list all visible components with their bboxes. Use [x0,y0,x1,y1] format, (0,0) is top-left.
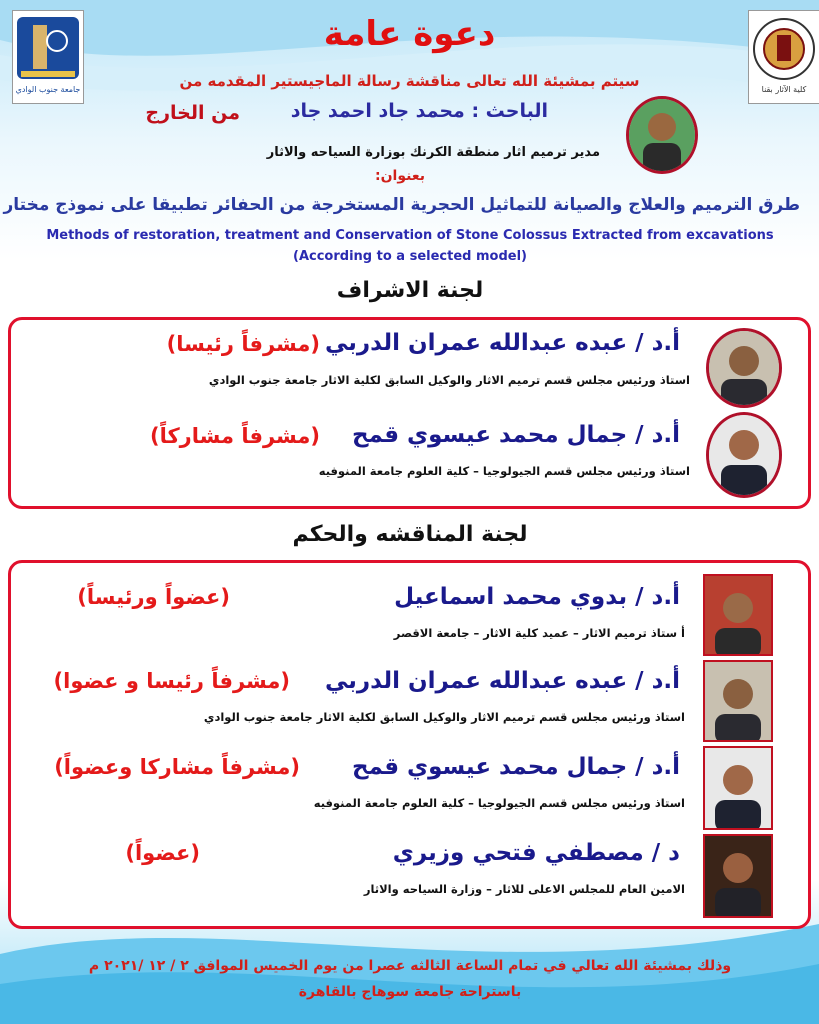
footer-venue-line: باستراحة جامعة سوهاج بالقاهرة [298,984,522,1000]
committee-1-role: (عضواً ورئيساً) [77,585,230,609]
committee-4-description: الامين العام للمجلس الاعلى للاثار – وزارة السياحه والاثار [363,882,685,896]
committee-2-description: استاذ ورئيس مجلس قسم ترميم الاثار والوكيل السابق لكلية الاثار جامعة جنوب الوادي [203,710,685,724]
intro-text: سيتم بمشيئة الله تعالى مناقشة رسالة الماجيستير المقدمه من [179,72,640,90]
committee-1-name: أ.د / بدوي محمد اسماعيل [394,584,680,610]
supervisor-1-photo [706,328,782,408]
committee-3-role: (مشرفاً مشاركا وعضواً) [54,755,300,779]
committee-4-photo [703,834,773,918]
university-logo-arabic: جامعة جنوب الوادي [15,85,81,94]
faculty-logo-arabic: كلية الآثار بقنا [761,85,807,94]
supervisor-2-description: استاذ ورئيس مجلس قسم الجيولوجيا – كلية العلوم جامعة المنوفيه [318,464,690,478]
committee-2-name: أ.د / عبده عبدالله عمران الدربي [325,668,680,694]
researcher-photo [626,96,698,174]
page-title: دعوة عامة [323,14,496,54]
committee-2-photo [703,660,773,742]
supervisor-1-role: (مشرفاً رئيسا) [166,332,320,356]
committee-panel [8,560,811,929]
supervisor-1-description: استاذ ورئيس مجلس قسم ترميم الاثار والوكيل السابق لكلية الاثار جامعة جنوب الوادي [208,373,690,387]
committee-3-photo [703,746,773,830]
committee-4-role: (عضواً) [125,841,200,865]
supervisor-2-photo [706,412,782,498]
thesis-title-arabic: طرق الترميم والعلاج والصيانة للتماثيل الحجرية المستخرجة من الحفائر تطبيقا على نموذج مختار [3,195,800,215]
supervisor-2-name: أ.د / جمال محمد عيسوي قمح [351,422,680,448]
committee-3-description: استاذ ورئيس مجلس قسم الجيولوجيا – كلية العلوم جامعة المنوفيه [313,796,685,810]
supervisor-2-role: (مشرفاً مشاركاً) [149,424,320,448]
committee-4-name: د / مصطفي فتحي وزيري [392,840,680,866]
supervision-heading: لجنة الاشراف [336,278,484,303]
thesis-title-english-sub: (According to a selected model) [293,249,527,264]
from-outside-label: من الخارج [145,102,240,124]
supervisor-1-name: أ.د / عبده عبدالله عمران الدربي [325,330,680,356]
thesis-title-english: Methods of restoration, treatment and Conservation of Stone Colossus Extracted from excavations [46,228,774,243]
researcher-name: الباحث : محمد جاد احمد جاد [290,100,548,122]
committee-3-name: أ.د / جمال محمد عيسوي قمح [351,754,680,780]
committee-heading: لجنة المناقشه والحكم [292,522,528,547]
titled-label: بعنوان: [375,168,425,184]
committee-1-photo [703,574,773,656]
researcher-position: مدير ترميم اثار منطقة الكرنك بوزارة السياحه والاثار [266,145,600,160]
committee-1-description: أ ستاذ ترميم الاثار – عميد كلية الاثار – جامعة الاقصر [393,626,685,640]
footer-date-line: وذلك بمشيئة الله تعالي في تمام الساعة الثالثه عصرا من يوم الخميس الموافق ٢ / ١٢ /٢٠٢١ م [88,958,732,974]
committee-2-role: (مشرفاً رئيسا و عضوا) [53,669,290,693]
